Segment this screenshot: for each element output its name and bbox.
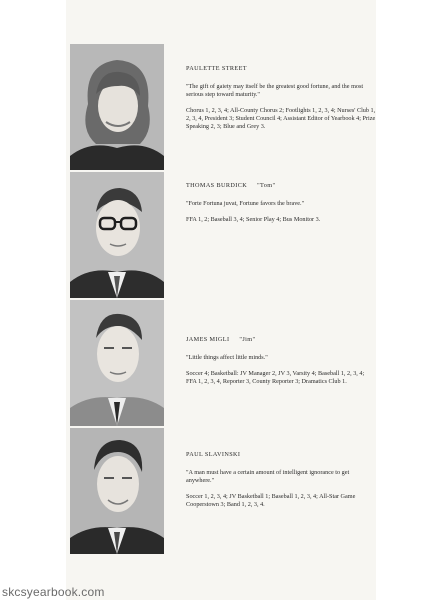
portrait-image [70,300,164,426]
name-text: PAUL SLAVINSKI [186,451,241,458]
name-text: JAMES MIGLI [186,336,230,343]
portrait-image [70,172,164,298]
student-activities: Chorus 1, 2, 3, 4; All-County Chorus 2; Footlights 1, 2, 3, 4; Nurses' Club 1, 2, 3, 4, President 3; Student Council 4; Assistant Editor of Yearbook 4; Prize Speaking 2, 3; Blue and Grey 3. [186,107,376,130]
nickname-text: "Tom" [257,182,276,189]
name-text: PAULETTE STREET [186,65,247,72]
student-quote: "The gift of gaiety may itself be the greatest good fortune, and the most serious step toward maturity." [186,83,364,98]
student-photo [70,428,164,554]
student-entry-paul-slavinski [70,428,370,554]
student-quote: "Forte Fortuna juvat, Fortune favors the brave." [186,200,305,207]
portrait-image [70,428,164,554]
student-name [186,65,376,73]
student-entry-paulette-street [70,44,376,170]
nickname-text: "Jim" [239,336,256,343]
student-photo [70,44,164,170]
student-quote: "Little things affect little minds." [186,354,268,361]
student-quote: "A man must have a certain amount of intelligent ignorance to get anywhere." [186,469,350,484]
student-name [186,182,376,190]
student-entry-james-migli [70,300,370,426]
student-activities: Soccer 4; Basketball: JV Manager 2, JV 3, Varsity 4; Baseball 1, 2, 3, 4; FFA 1, 2, 3, 4, Reporter 3, County Reporter 3; Dramatics Club 1. [186,370,365,385]
student-photo [70,300,164,426]
student-entry-thomas-burdick [70,172,370,298]
name-text: THOMAS BURDICK [186,182,248,189]
student-activities: FFA 1, 2; Baseball 3, 4; Senior Play 4; Bus Monitor 3. [186,216,321,223]
portrait-image [70,44,164,170]
watermark-text: skcsyearbook.com [2,585,105,599]
student-name [186,336,376,344]
student-photo [70,172,164,298]
student-activities: Soccer 1, 2, 3, 4; JV Basketball 1; Baseball 1, 2, 3, 4; All-Star Game Cooperstown 3; Band 1, 2, 3, 4. [186,493,356,508]
student-name [186,451,376,459]
